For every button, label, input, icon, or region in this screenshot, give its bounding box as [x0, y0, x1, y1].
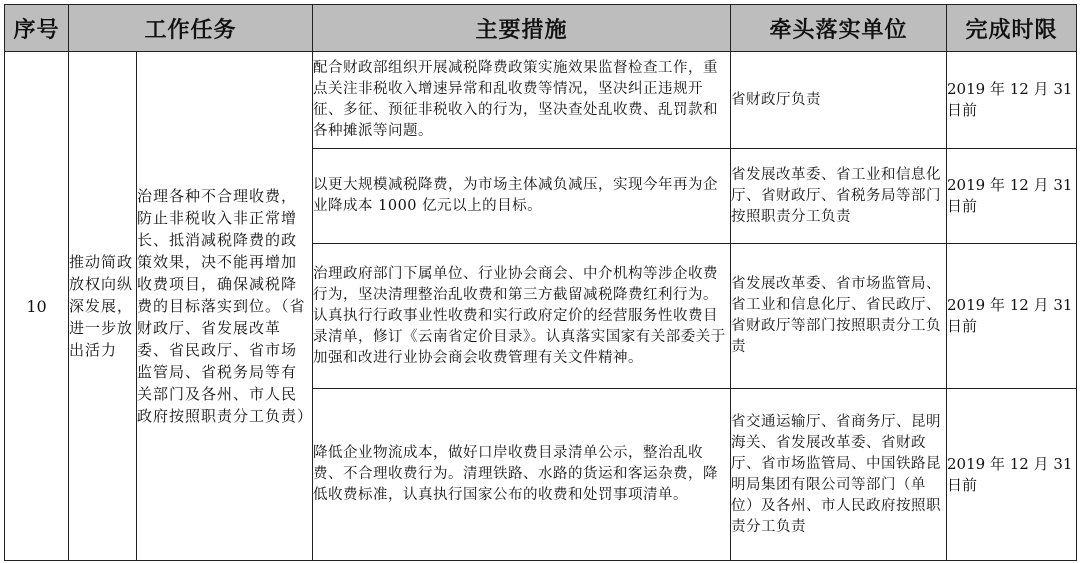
deadline: 2019 年 12 月 31 日前 — [947, 149, 1077, 244]
lead-unit: 省财政厅负责 — [731, 52, 947, 149]
deadline: 2019 年 12 月 31 日前 — [947, 389, 1077, 561]
measure-text: 配合财政部组织开展减税降费政策实施效果监督检查工作，重点关注非税收入增速异常和乱收费等情况，坚决纠正违规开征、多征、预征非税收入的行为，坚决查处乱收费、乱罚款和各种摊派等问题。 — [313, 52, 731, 149]
measure-text: 降低企业物流成本，做好口岸收费目录清单公示，整治乱收费、不合理收费行为。清理铁路、水路的货运和客运杂费，降低收费标准，认真执行国家公布的收费和处罚事项清单。 — [313, 389, 731, 561]
header-no: 序号 — [5, 5, 69, 52]
header-measures: 主要措施 — [313, 5, 731, 52]
header-deadline: 完成时限 — [947, 5, 1077, 52]
header-task: 工作任务 — [69, 5, 313, 52]
task-table — [4, 4, 1077, 561]
deadline: 2019 年 12 月 31 日前 — [947, 244, 1077, 389]
deadline: 2019 年 12 月 31 日前 — [947, 52, 1077, 149]
row-number: 10 — [5, 52, 69, 561]
lead-unit: 省交通运输厅、省商务厅、昆明海关、省发展改革委、省财政厅、省市场监管局、中国铁路昆明局集团有限公司等部门（单位）及各州、市人民政府按照职责分工负责 — [731, 389, 947, 561]
measure-text: 以更大规模减税降费，为市场主体减负减压，实现今年再为企业降成本 1000 亿元以上的目标。 — [313, 149, 731, 244]
lead-unit: 省发展改革委、省市场监管局、省工业和信息化厅、省民政厅、省财政厅等部门按照职责分工负责 — [731, 244, 947, 389]
table-row — [5, 52, 1077, 149]
header-unit: 牵头落实单位 — [731, 5, 947, 52]
lead-unit: 省发展改革委、省工业和信息化厅、省财政厅、省税务局等部门按照职责分工负责 — [731, 149, 947, 244]
header-row — [5, 5, 1077, 52]
task-goal: 治理各种不合理收费，防止非税收入非正常增长、抵消减税降费的政策效果，决不能再增加收费项目，确保减税降费的目标落实到位。（省财政厅、省发展改革委、省民政厅、省市场监管局、省税务局等有关部门及各州、市人民政府按照职责分工负责） — [137, 52, 313, 561]
measure-text: 治理政府部门下属单位、行业协会商会、中介机构等涉企收费行为，坚决清理整治乱收费和第三方截留减税降费红利行为。认真执行行政事业性收费和实行政府定价的经营服务性收费目录清单，修订《云南省定价目录》。认真落实国家有关部委关于加强和改进行业协会商会收费管理有关文件精神。 — [313, 244, 731, 389]
work-task: 推动简政放权向纵深发展，进一步放出活力 — [69, 52, 137, 561]
